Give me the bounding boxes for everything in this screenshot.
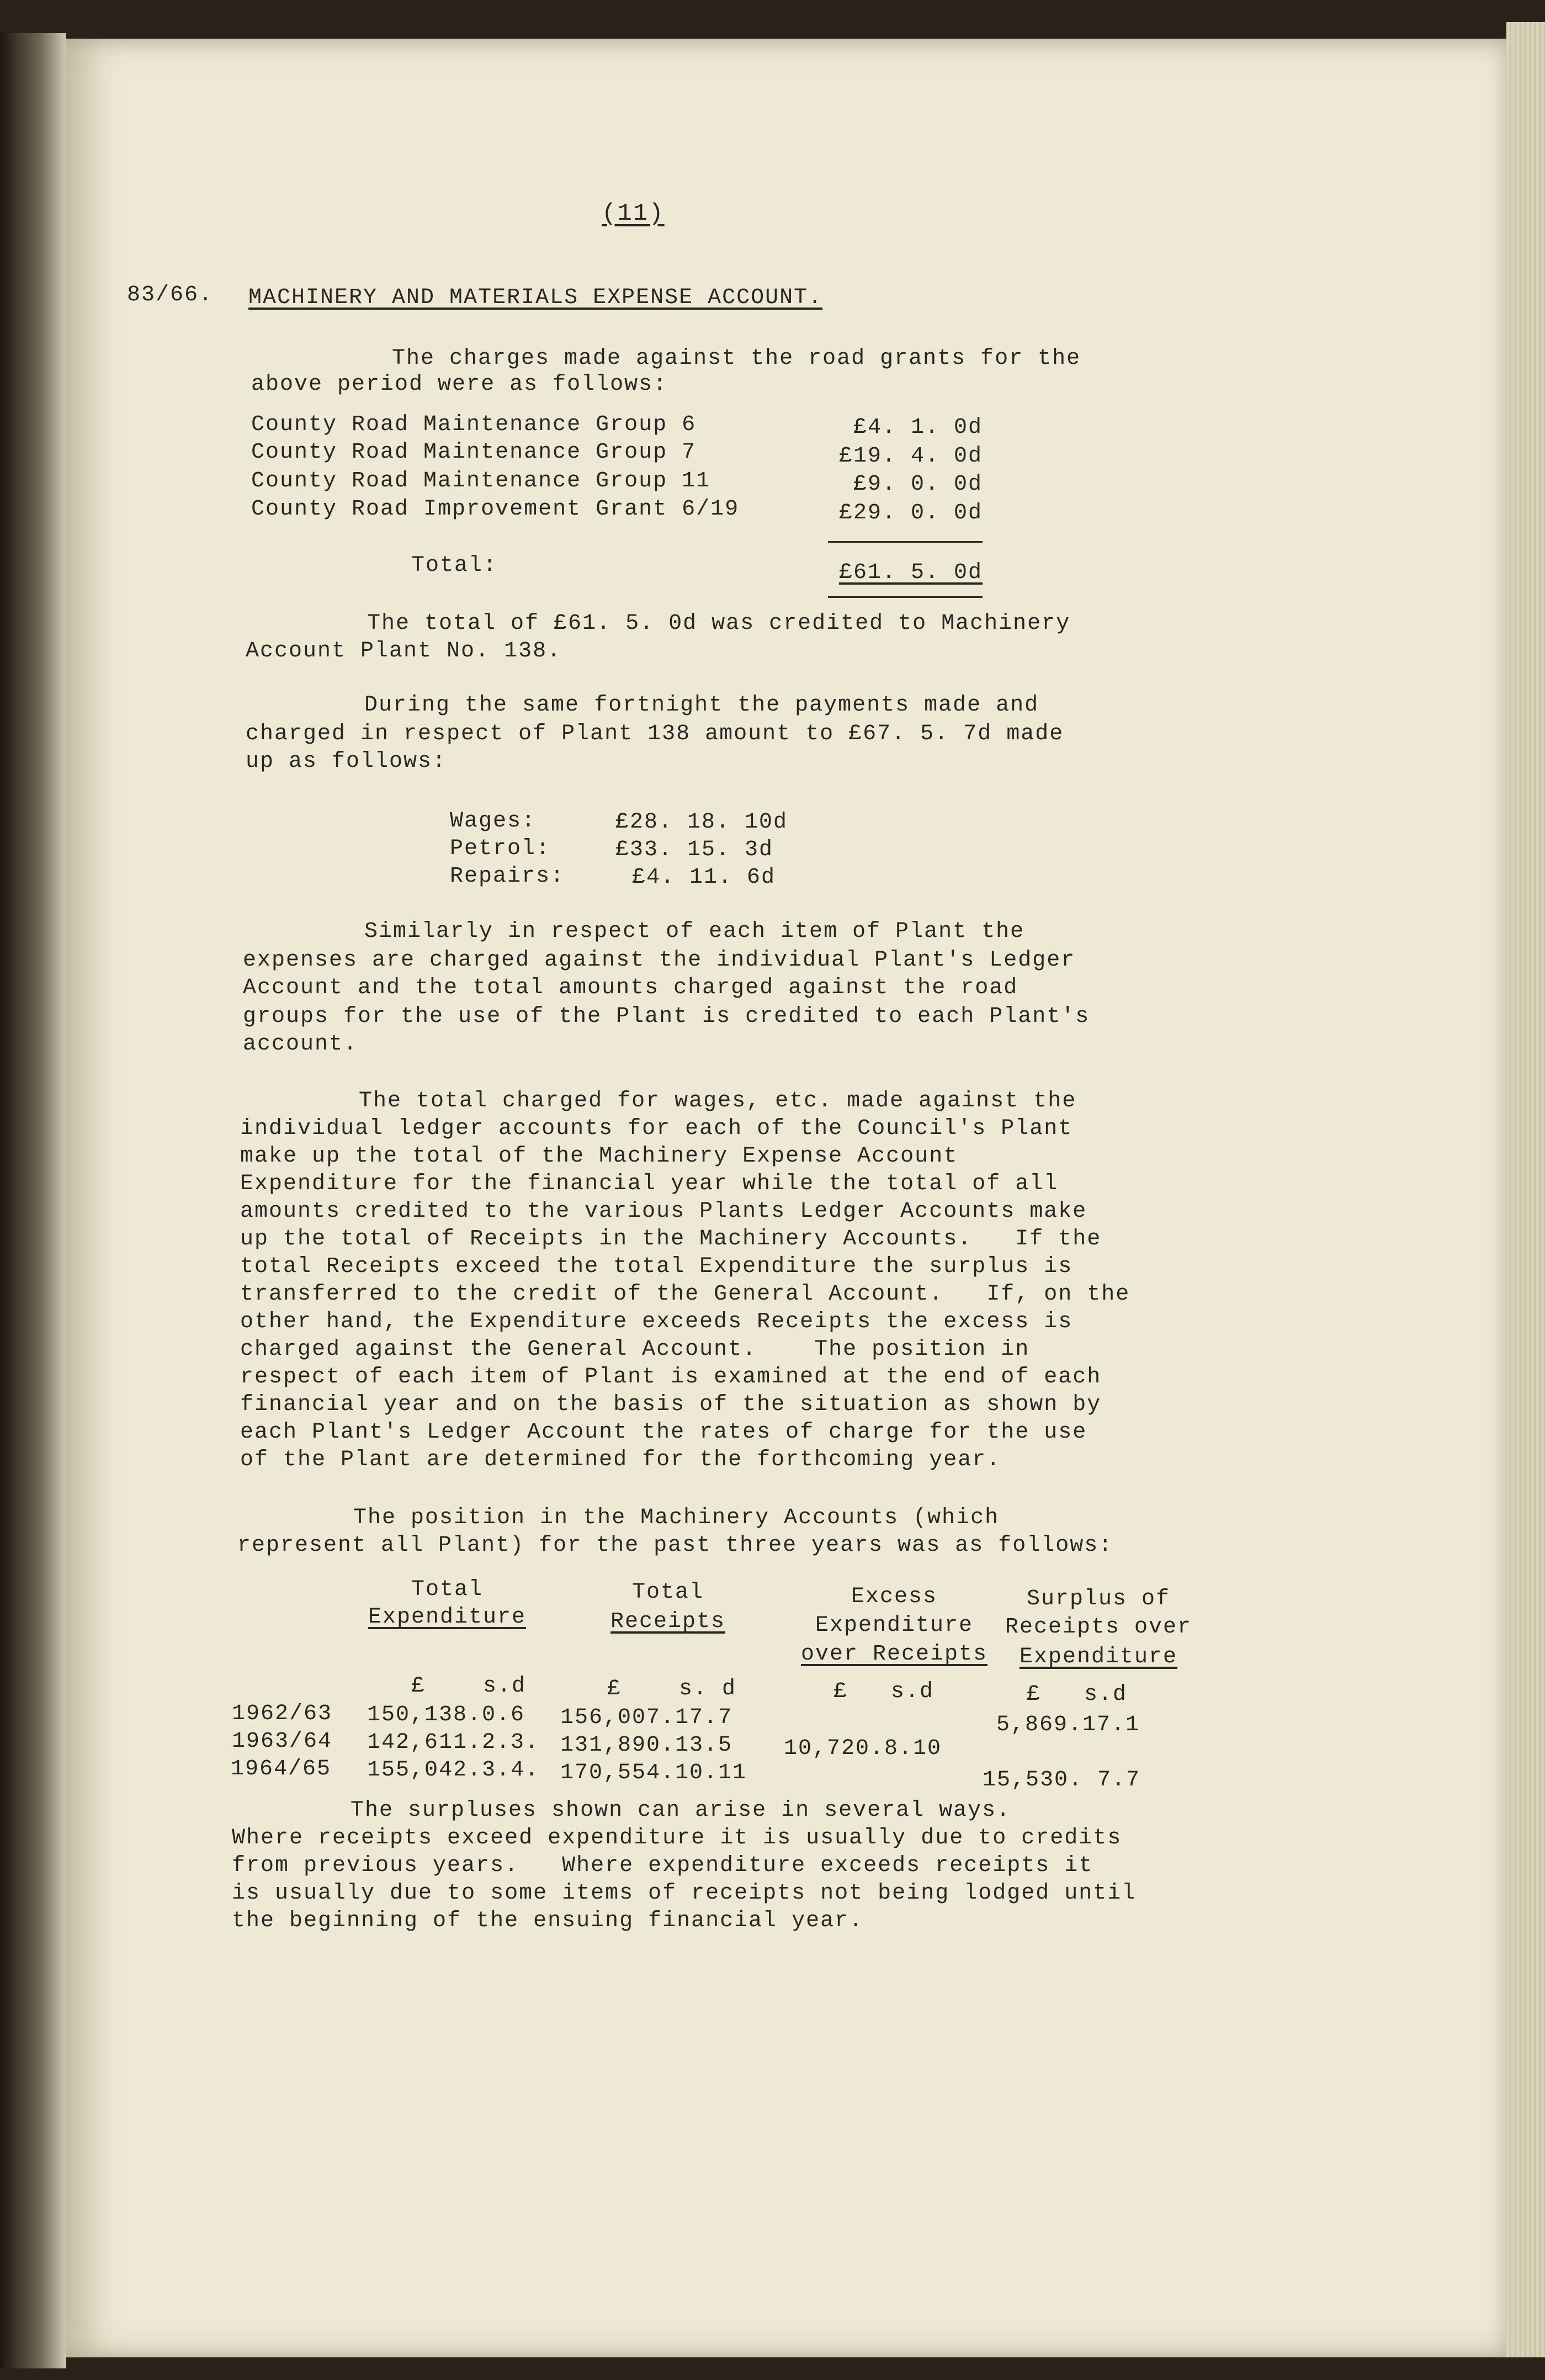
col-header-surplus: Surplus of — [1026, 1587, 1171, 1612]
para2-line: The total of £61. 5. 0d was credited to Machinery — [367, 611, 1071, 636]
table-row-year: 1962/63 — [232, 1701, 333, 1726]
para6-line: represent all Plant) for the past three years was as follows: — [237, 1533, 1113, 1558]
para5-line: of the Plant are determined for the forthcoming year. — [240, 1448, 1001, 1472]
charge-label: County Road Maintenance Group 6 — [251, 412, 697, 437]
col-header-excess: Excess — [851, 1584, 938, 1609]
para5-line: each Plant's Ledger Account the rates of charge for the use — [240, 1420, 1087, 1445]
col-header-receipts: Receipts — [610, 1609, 726, 1634]
para5-line: amounts credited to the various Plants Ledger Accounts make — [240, 1199, 1087, 1224]
para7-line: from previous years. Where expenditure exceeds receipts it — [232, 1853, 1093, 1878]
para5-line: other hand, the Expenditure exceeds Receipts the excess is — [240, 1310, 1073, 1334]
para5-line: Expenditure for the financial year while the total of all — [240, 1172, 1059, 1196]
total-amount: £61. 5. 0d — [838, 560, 983, 585]
table-cell-surplus: 15,530. 7.7 — [983, 1768, 1141, 1793]
plant-item-label: Petrol: — [450, 836, 551, 861]
charge-label: County Road Improvement Grant 6/19 — [251, 497, 740, 522]
para1-line: The charges made against the road grants for the — [392, 346, 1081, 371]
units-surplus: £ s.d — [1027, 1682, 1128, 1707]
table-cell-expenditure: 142,611.2.3. — [367, 1730, 540, 1755]
charge-label: County Road Maintenance Group 11 — [251, 469, 711, 494]
table-cell-expenditure: 150,138.0.6 — [367, 1703, 525, 1727]
plant-item-amount: £4. 11. 6d — [632, 865, 776, 890]
table-cell-surplus: 5,869.17.1 — [996, 1713, 1140, 1737]
table-cell-receipts: 156,007.17.7 — [560, 1705, 733, 1730]
table-cell-excess: 10,720.8.10 — [784, 1736, 942, 1761]
charge-amount: £29. 0. 0d — [838, 501, 983, 526]
total-label: Total: — [411, 553, 498, 578]
subtotal-rule — [828, 541, 983, 543]
para5-line: total Receipts exceed the total Expenditure the surplus is — [240, 1254, 1073, 1279]
table-cell-receipts: 131,890.13.5 — [560, 1733, 733, 1758]
page-number: (11) — [602, 200, 665, 227]
plant-item-amount: £28. 18. 10d — [615, 810, 788, 835]
units-expenditure: £ s.d — [411, 1674, 527, 1699]
table-row-year: 1963/64 — [232, 1729, 333, 1754]
para5-line: respect of each item of Plant is examined at the end of each — [240, 1365, 1102, 1390]
col-header-expenditure: Total — [411, 1577, 484, 1602]
para3-line: During the same fortnight the payments made and — [364, 693, 1039, 718]
para4-line: groups for the use of the Plant is credited to each Plant's — [243, 1004, 1090, 1029]
col-header-expenditure: Expenditure — [368, 1605, 527, 1630]
plant-item-label: Repairs: — [450, 864, 565, 889]
para3-line: up as follows: — [246, 749, 447, 774]
charge-amount: £9. 0. 0d — [853, 472, 983, 497]
charge-label: County Road Maintenance Group 7 — [251, 440, 697, 465]
para5-line: The total charged for wages, etc. made against the — [359, 1089, 1077, 1114]
total-double-rule — [828, 596, 983, 598]
charge-amount: £4. 1. 0d — [853, 415, 983, 440]
plant-item-amount: £33. 15. 3d — [615, 837, 774, 862]
para5-line: financial year and on the basis of the situation as shown by — [240, 1392, 1102, 1417]
col-header-surplus: Receipts over — [1005, 1615, 1192, 1640]
para7-line: is usually due to some items of receipts not being lodged until — [232, 1881, 1137, 1906]
para4-line: expenses are charged against the individual Plant's Ledger — [243, 948, 1076, 973]
para1-line: above period were as follows: — [251, 372, 668, 397]
para4-line: Similarly in respect of each item of Plant the — [364, 919, 1025, 944]
para3-line: charged in respect of Plant 138 amount to £67. 5. 7d made — [246, 722, 1064, 746]
table-row-year: 1964/65 — [231, 1757, 332, 1782]
plant-item-label: Wages: — [450, 809, 537, 834]
para7-line: the beginning of the ensuing financial year. — [232, 1909, 864, 1933]
col-header-excess: over Receipts — [800, 1642, 988, 1667]
units-receipts: £ s. d — [607, 1677, 737, 1701]
para5-line: transferred to the credit of the General Account. If, on the — [240, 1282, 1130, 1307]
table-cell-receipts: 170,554.10.11 — [560, 1761, 747, 1785]
para7-line: The surpluses shown can arise in several ways. — [351, 1798, 1011, 1823]
para5-line: individual ledger accounts for each of the Council's Plant — [240, 1116, 1073, 1141]
para5-line: up the total of Receipts in the Machinery Accounts. If the — [240, 1227, 1102, 1252]
para5-line: make up the total of the Machinery Expense Account — [240, 1144, 958, 1169]
para5-line: charged against the General Account. The position in — [240, 1337, 1030, 1362]
para2-line: Account Plant No. 138. — [246, 639, 562, 664]
para4-line: account. — [243, 1032, 358, 1057]
col-header-receipts: Total — [631, 1580, 704, 1605]
section-heading: MACHINERY AND MATERIALS EXPENSE ACCOUNT. — [248, 285, 823, 310]
minute-number: 83/66. — [127, 283, 214, 308]
col-header-surplus: Expenditure — [1019, 1645, 1178, 1669]
table-cell-expenditure: 155,042.3.4. — [367, 1758, 540, 1783]
units-excess: £ s.d — [833, 1679, 935, 1704]
col-header-excess: Expenditure — [815, 1613, 974, 1638]
book-binding — [0, 33, 66, 2368]
para4-line: Account and the total amounts charged against the road — [243, 976, 1018, 1000]
page-stack-edge — [1506, 22, 1545, 2357]
para6-line: The position in the Machinery Accounts (which — [353, 1506, 1000, 1530]
charge-amount: £19. 4. 0d — [838, 444, 983, 469]
para7-line: Where receipts exceed expenditure it is usually due to credits — [232, 1826, 1122, 1851]
